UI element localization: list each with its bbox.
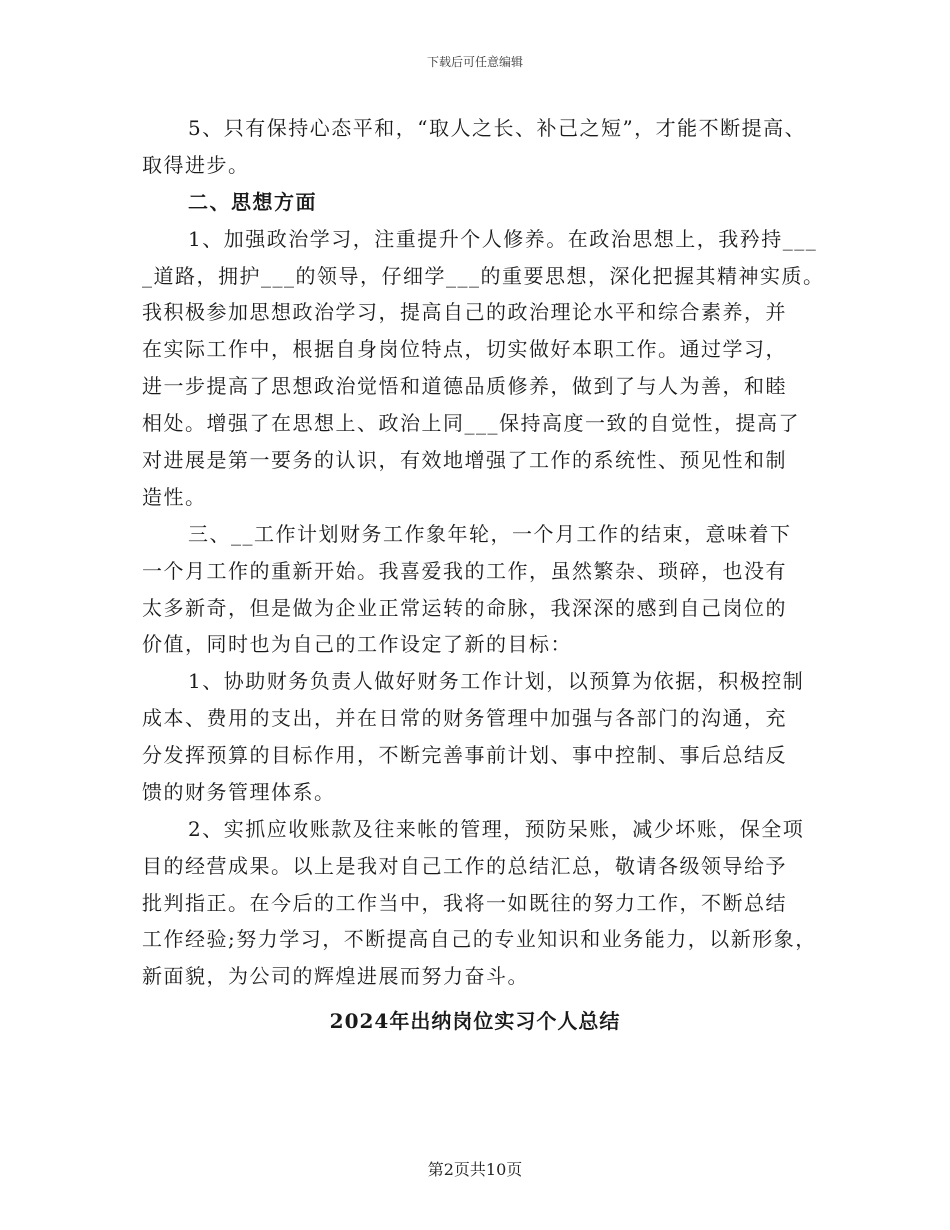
paragraph-line: 相处。增强了在思想上、政治上同___保持高度一致的自觉性，提高了: [142, 411, 800, 435]
paragraph-line: 造性。: [142, 485, 207, 509]
paragraph-line: 5、只有保持心态平和，“取人之长、补己之短”，才能不断提高、: [188, 116, 807, 140]
paragraph-line: 价值，同时也为自己的工作设定了新的目标：: [142, 632, 572, 656]
paragraph-line: 1、加强政治学习，注重提升个人修养。在政治思想上，我矜持___: [188, 227, 818, 251]
paragraph-line: 成本、费用的支出，并在日常的财务管理中加强与各部门的沟通，充: [142, 706, 787, 730]
paragraph-line: 新面貌，为公司的辉煌进展而努力奋斗。: [142, 964, 529, 988]
page-header-note: 下载后可任意编辑: [426, 55, 523, 69]
document-title: 2024年出纳岗位实习个人总结: [329, 1009, 621, 1033]
paragraph-line: 分发挥预算的目标作用，不断完善事前计划、事中控制、事后总结反: [142, 743, 787, 767]
paragraph-line: 2、实抓应收账款及往来帐的管理，预防呆账，减少坏账，保全项: [188, 817, 805, 841]
paragraph-line: 太多新奇，但是做为企业正常运转的命脉，我深深的感到自己岗位的: [142, 596, 787, 620]
paragraph-line: 我积极参加思想政治学习，提高自己的政治理论水平和综合素养，并: [142, 300, 787, 324]
paragraph-line: 三、__工作计划财务工作象年轮，一个月工作的结束，意味着下: [188, 522, 792, 546]
paragraph-line: 馈的财务管理体系。: [142, 780, 336, 804]
paragraph-line: 1、协助财务负责人做好财务工作计划，以预算为依据，积极控制: [188, 669, 805, 693]
paragraph-line: 取得进步。: [142, 153, 250, 177]
paragraph-line: 在实际工作中，根据自身岗位特点，切实做好本职工作。通过学习，: [142, 337, 787, 361]
paragraph-line: 对进展是第一要务的认识，有效地增强了工作的系统性、预见性和制: [142, 448, 787, 472]
paragraph-line: _道路，拥护___的领导，仔细学___的重要思想，深化把握其精神实质。: [142, 264, 825, 288]
paragraph-line: 进一步提高了思想政治觉悟和道德品质修养，做到了与人为善，和睦: [142, 374, 787, 398]
page-footer-number: 第2页共10页: [427, 1160, 523, 1179]
paragraph-line: 目的经营成果。以上是我对自己工作的总结汇总，敬请各级领导给予: [142, 854, 787, 878]
paragraph-line: 工作经验;努力学习，不断提高自己的专业知识和业务能力，以新形象，: [142, 927, 817, 951]
paragraph-line: 批判指正。在今后的工作当中，我将一如既往的努力工作，不断总结: [142, 891, 787, 915]
paragraph-line: 一个月工作的重新开始。我喜爱我的工作，虽然繁杂、琐碎，也没有: [142, 559, 787, 583]
section-heading: 二、思想方面: [188, 190, 317, 214]
